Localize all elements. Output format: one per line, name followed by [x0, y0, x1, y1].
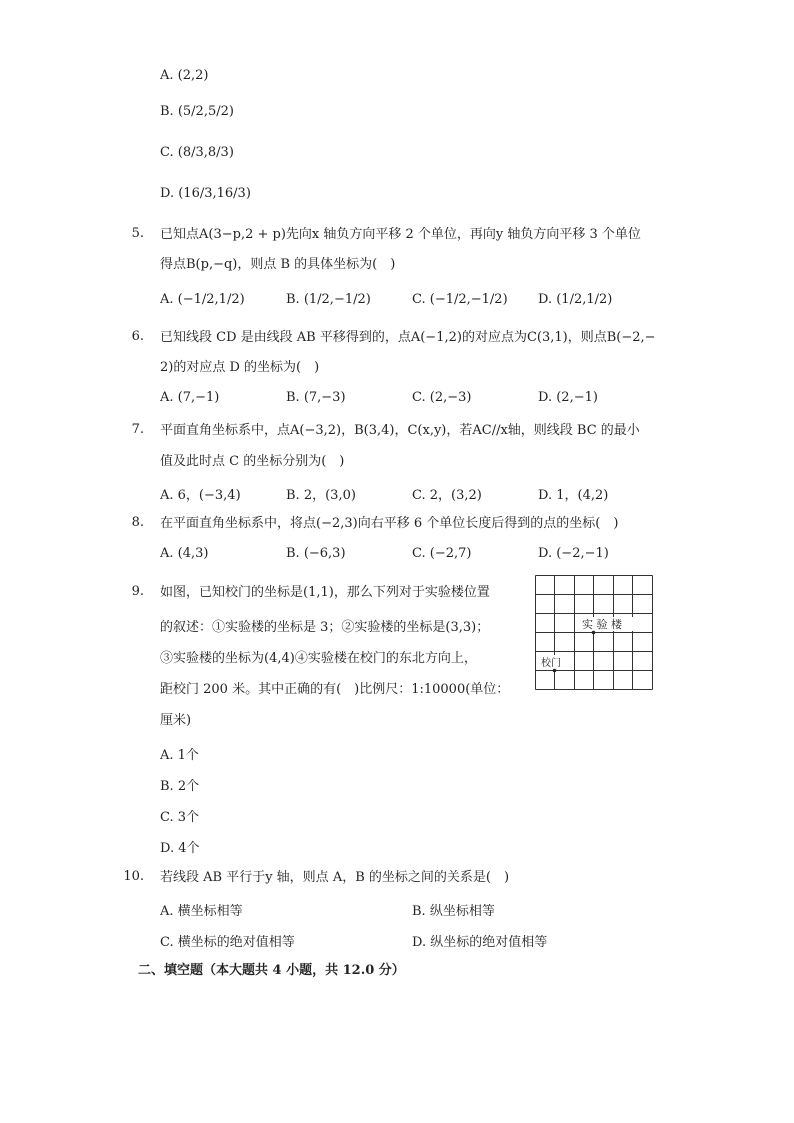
option-b: B. (−6,3) — [286, 546, 346, 561]
question-number: 8. — [131, 515, 144, 530]
option-value: (16/3,16/3) — [178, 186, 251, 201]
gate-label: 校门 — [541, 658, 561, 669]
option-b: B. 纵坐标相等 — [412, 904, 495, 919]
question-number: 9. — [131, 584, 144, 599]
question-text: 的叙述：①实验楼的坐标是 3；②实验楼的坐标是(3,3)； — [160, 620, 490, 635]
option-label: C. — [160, 145, 174, 160]
option-a: A. 1个 — [160, 748, 199, 763]
grid-svg — [535, 575, 653, 690]
prev-option-d — [160, 186, 251, 201]
option-d: D. 纵坐标的绝对值相等 — [412, 935, 548, 950]
option-a: A. (4,3) — [160, 546, 209, 561]
question-text: 2)的对应点 D 的坐标为( ) — [160, 360, 320, 375]
question-number: 7. — [131, 422, 144, 437]
option-a: A. (7,−1) — [160, 390, 220, 405]
option-label: B. — [160, 104, 174, 119]
option-label: A. — [160, 68, 174, 83]
question-text: 距校门 200 米。其中正确的有( )比例尺：1:10000(单位： — [160, 682, 510, 697]
option-value: (8/3,8/3) — [177, 145, 234, 160]
option-b: B. 2，(3,0) — [286, 488, 356, 503]
question-number: 10. — [123, 869, 144, 884]
option-c: C. (2,−3) — [412, 390, 472, 405]
question-text: 厘米) — [160, 713, 192, 728]
prev-option-c — [160, 145, 234, 160]
lab-label: 实 验 楼 — [582, 618, 622, 631]
lab-point — [592, 631, 596, 635]
question-text: 得点B(p,−q)，则点 B 的具体坐标为( ) — [160, 257, 396, 272]
prev-option-a — [160, 68, 209, 83]
option-d: D. (1/2,1/2) — [538, 292, 613, 307]
question-text: 若线段 AB 平行于y 轴，则点 A，B 的坐标之间的关系是( ) — [160, 870, 510, 885]
question-number: 5. — [131, 226, 144, 241]
question-text: 如图，已知校门的坐标是(1,1)，那么下列对于实验楼位置 — [160, 585, 490, 600]
campus-grid-figure — [535, 575, 653, 690]
option-a: A. (−1/2,1/2) — [160, 292, 245, 307]
option-c: C. (−1/2,−1/2) — [412, 292, 508, 307]
option-c: C. (−2,7) — [412, 546, 472, 561]
option-a: A. 6，(−3,4) — [160, 488, 241, 503]
option-d: D. (−2,−1) — [538, 546, 609, 561]
question-text: 已知线段 CD 是由线段 AB 平移得到的，点A(−1,2)的对应点为C(3,1)，则点B(−2,− — [160, 330, 656, 345]
option-d: D. 4个 — [160, 841, 200, 856]
option-value: (2,2) — [177, 68, 209, 83]
question-text: 平面直角坐标系中，点A(−3,2)，B(3,4)，C(x,y)，若AC//x轴，则线段 BC 的最小 — [160, 423, 640, 438]
option-d: D. (2,−1) — [538, 390, 598, 405]
prev-option-b — [160, 104, 234, 119]
option-b: B. (7,−3) — [286, 390, 346, 405]
section-heading: 二、填空题（本大题共 4 小题，共 12.0 分） — [138, 963, 405, 978]
question-text: ③实验楼的坐标为(4,4)④实验楼在校门的东北方向上， — [160, 651, 477, 666]
option-c: C. 2，(3,2) — [412, 488, 482, 503]
question-text: 值及此时点 C 的坐标分别为( ) — [160, 454, 345, 469]
gate-point — [553, 669, 557, 673]
option-c: C. 3个 — [160, 810, 200, 825]
question-text: 在平面直角坐标系中，将点(−2,3)向右平移 6 个单位长度后得到的点的坐标( ) — [160, 516, 619, 531]
option-a: A. 横坐标相等 — [160, 904, 243, 919]
question-text: 已知点A(3−p,2 + p)先向x 轴负方向平移 2 个单位，再向y 轴负方向平移 3 个单位 — [160, 227, 641, 242]
option-label: D. — [160, 186, 175, 201]
option-value: (5/2,5/2) — [177, 104, 234, 119]
question-number: 6. — [131, 329, 144, 344]
option-b: B. 2个 — [160, 779, 200, 794]
option-d: D. 1，(4,2) — [538, 488, 609, 503]
option-b: B. (1/2,−1/2) — [286, 292, 371, 307]
option-c: C. 横坐标的绝对值相等 — [160, 935, 295, 950]
